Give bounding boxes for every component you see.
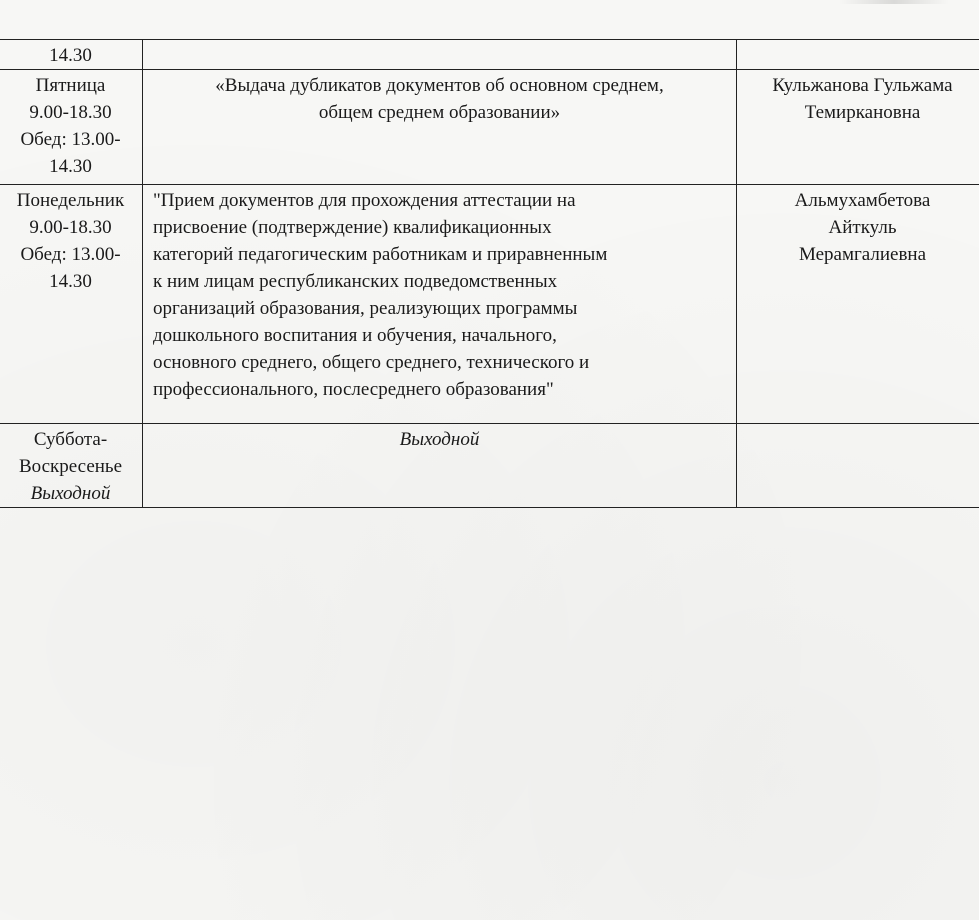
responsible-person-cell [737, 70, 979, 185]
schedule-time-cell [0, 424, 143, 508]
day-name: Воскресенье [18, 456, 123, 477]
day-name: Суббота- [33, 429, 108, 450]
service-text-line: категорий педагогическим работникам и приравненным [153, 244, 608, 265]
day-name: Понедельник [16, 190, 125, 211]
service-text-line: дошкольного воспитания и обучения, начального, [153, 325, 557, 346]
schedule-table [0, 39, 979, 508]
service-cell [143, 185, 737, 424]
lunch-label: Обед: 13.00- [20, 244, 121, 265]
service-text-line: к ним лицам республиканских подведомственных [153, 271, 558, 292]
responsible-person-cell [737, 185, 979, 424]
schedule-time-cell [0, 70, 143, 185]
lunch-end: 14.30 [49, 156, 92, 177]
service-text-line: общем среднем образовании» [318, 102, 561, 123]
time-line: 14.30 [49, 45, 92, 66]
service-text-line: присвоение (подтверждение) квалификационных [153, 217, 552, 238]
lunch-end: 14.30 [49, 271, 92, 292]
service-text-line: основного среднего, общего среднего, технического и [153, 352, 590, 373]
service-text-line: "Прием документов для прохождения аттестации на [153, 190, 576, 211]
person-name: Кульжанова Гульжама [772, 75, 953, 96]
day-name: Пятница [35, 75, 106, 96]
day-off-label: Выходной [399, 429, 480, 450]
table-row [0, 70, 979, 185]
scan-artifact [839, 0, 949, 4]
person-patronymic: Темиркановна [804, 102, 921, 123]
responsible-person-cell [737, 40, 979, 70]
work-hours: 9.00-18.30 [29, 102, 112, 123]
table-row [0, 40, 979, 70]
service-text-line: организаций образования, реализующих программы [153, 298, 578, 319]
table-row [0, 185, 979, 424]
table-row [0, 424, 979, 508]
responsible-person-cell [737, 424, 979, 508]
day-off-label: Выходной [30, 483, 111, 504]
person-surname: Альмухамбетова [794, 190, 931, 211]
schedule-time-cell [0, 40, 143, 70]
service-cell [143, 70, 737, 185]
schedule-time-cell [0, 185, 143, 424]
service-text-line: «Выдача дубликатов документов об основном среднем, [215, 75, 664, 96]
service-text-line: профессионального, послесреднего образования" [153, 379, 554, 400]
person-name: Айткуль [828, 217, 897, 238]
service-cell [143, 424, 737, 508]
work-hours: 9.00-18.30 [29, 217, 112, 238]
person-patronymic: Мерамгалиевна [798, 244, 927, 265]
lunch-label: Обед: 13.00- [20, 129, 121, 150]
service-cell [143, 40, 737, 70]
